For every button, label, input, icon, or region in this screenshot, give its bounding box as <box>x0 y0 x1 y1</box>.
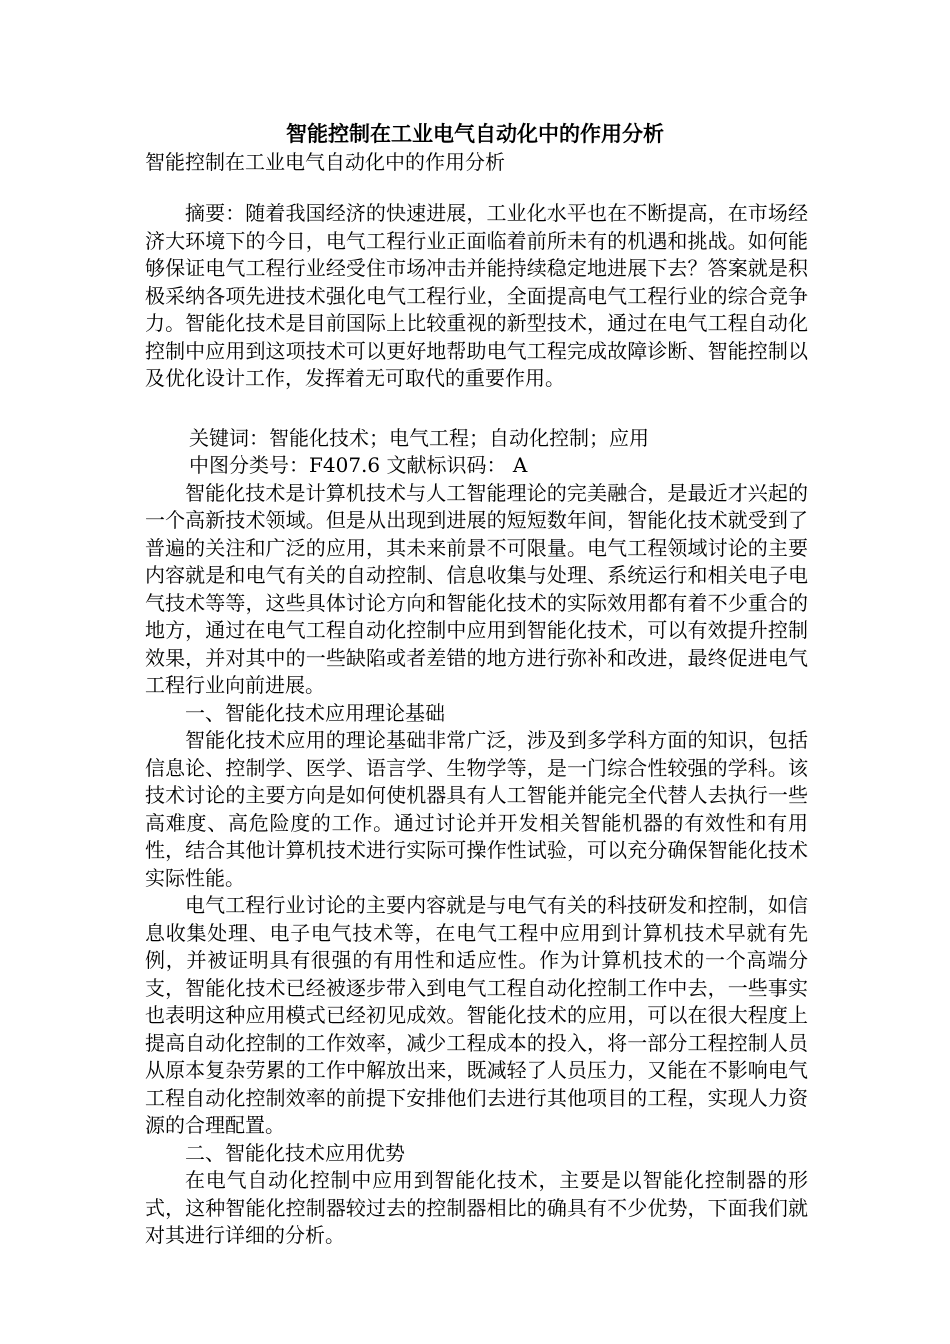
classification-line: 中图分类号：F407.6 文献标识码： A <box>189 453 528 477</box>
section-heading: 一、智能化技术应用理论基础 <box>185 700 445 725</box>
document-subtitle: 智能控制在工业电气自动化中的作用分析 <box>145 150 505 174</box>
document-body <box>145 200 808 1250</box>
body-paragraph: 在电气自动化控制中应用到智能化技术，主要是以智能化控制器的形式，这种智能化控制器较过去的控制器相比的确具有不少优势，下面我们就对其进行详细的分析。 <box>145 1168 808 1247</box>
document-title: 智能控制在工业电气自动化中的作用分析 <box>286 121 664 146</box>
body-paragraph: 智能化技术应用的理论基础非常广泛，涉及到多学科方面的知识，包括信息论、控制学、医学、语言学、生物学等，是一门综合性较强的学科。该技术讨论的主要方向是如何使机器具有人工智能并能完全代替人去执行一些高难度、高危险度的工作。通过讨论并开发相关智能机器的有效性和有用性，结合其他计算机技术进行实际可操作性试验，可以充分确保智能化技术实际性能。 <box>145 728 808 890</box>
spacer <box>145 393 808 425</box>
abstract-paragraph: 摘要：随着我国经济的快速进展，工业化水平也在不断提高，在市场经济大环境下的今日，电气工程行业正面临着前所未有的机遇和挑战。如何能够保证电气工程行业经受住市场冲击并能持续稳定地进展下去？答案就是积极采纳各项先进技术强化电气工程行业，全面提高电气工程行业的综合竞争力。智能化技术是目前国际上比较重视的新型技术，通过在电气工程自动化控制中应用到这项技术可以更好地帮助电气工程完成故障诊断、智能控制以及优化设计工作，发挥着无可取代的重要作用。 <box>145 201 808 390</box>
section-heading: 二、智能化技术应用优势 <box>185 1140 405 1165</box>
keywords-line: 关键词：智能化技术；电气工程；自动化控制；应用 <box>189 425 649 450</box>
intro-paragraph: 智能化技术是计算机技术与人工智能理论的完美融合，是最近才兴起的一个高新技术领域。但是从出现到进展的短短数年间，智能化技术就受到了普遍的关注和广泛的应用，其未来前景不可限量。电气工程领域讨论的主要内容就是和电气有关的自动控制、信息收集与处理、系统运行和相关电子电气技术等等，这些具体讨论方向和智能化技术的实际效用都有着不少重合的地方，通过在电气工程自动化控制中应用到智能化技术，可以有效提升控制效果，并对其中的一些缺陷或者差错的地方进行弥补和改进，最终促进电气工程行业向前进展。 <box>145 480 808 697</box>
body-paragraph: 电气工程行业讨论的主要内容就是与电气有关的科技研发和控制，如信息收集处理、电子电气技术等，在电气工程中应用到计算机技术早就有先例，并被证明具有很强的有用性和适应性。作为计算机技术的一个高端分支，智能化技术已经被逐步带入到电气工程自动化控制工作中去，一些事实也表明这种应用模式已经初见成效。智能化技术的应用，可以在很大程度上提高自动化控制的工作效率，减少工程成本的投入，将一部分工程控制人员从原本复杂劳累的工作中解放出来，既减轻了人员压力，又能在不影响电气工程自动化控制效率的前提下安排他们去进行其他项目的工程，实现人力资源的合理配置。 <box>145 893 808 1137</box>
